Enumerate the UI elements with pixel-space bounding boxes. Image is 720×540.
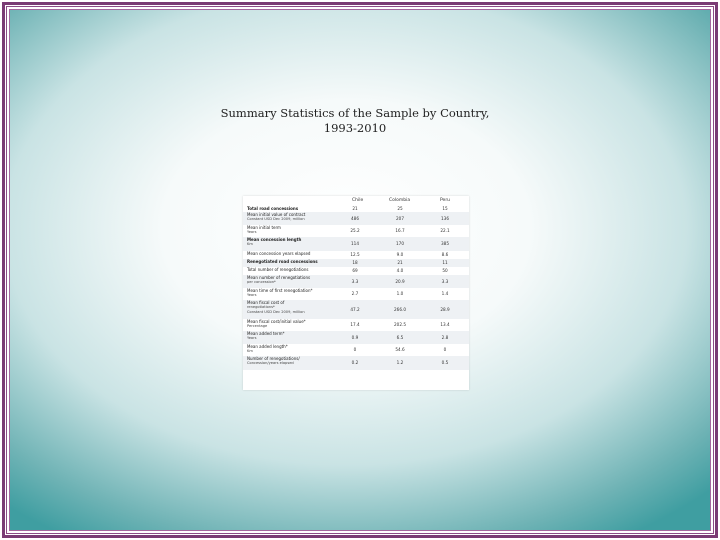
cell-value: 4.0 <box>396 268 404 273</box>
row-label: Mean concession years elapsed <box>247 251 311 256</box>
row-label: Mean added length* <box>247 344 288 349</box>
row-label: Mean fiscal cost of <box>247 300 285 305</box>
cell-value: 21 <box>352 206 358 211</box>
cell-value: 8.6 <box>441 252 449 257</box>
cell-value: 170 <box>396 241 404 246</box>
cell-value: 25 <box>397 206 403 211</box>
table-row <box>243 267 469 275</box>
cell-value: 15 <box>442 206 448 211</box>
cell-value: 0.2 <box>351 360 359 365</box>
cell-value: 22.1 <box>440 228 450 233</box>
table-row <box>243 251 469 259</box>
cell-value: 2.7 <box>351 291 359 296</box>
cell-value: 9.0 <box>396 252 404 257</box>
row-sublabel: Km <box>247 349 253 353</box>
column-header-peru: Peru <box>440 198 451 203</box>
cell-value: 21 <box>397 260 403 265</box>
cell-value: 3.3 <box>351 279 359 284</box>
row-label: Mean fiscal cost/initial value* <box>247 319 306 324</box>
cell-value: 17.4 <box>350 322 360 327</box>
table-row <box>243 275 469 288</box>
cell-value: 69 <box>352 268 358 273</box>
cell-value: 20.9 <box>395 279 405 284</box>
cell-value: 202.5 <box>394 322 406 327</box>
cell-value: 11 <box>442 260 448 265</box>
column-header-colombia: Colombia <box>389 198 411 203</box>
cell-value: 47.2 <box>350 307 360 312</box>
cell-value: 0.5 <box>441 360 449 365</box>
cell-value: 3.3 <box>441 279 449 284</box>
row-sublabel: Years <box>247 336 257 340</box>
row-label: Mean initial value of contract <box>247 212 306 217</box>
cell-value: 207 <box>396 216 404 221</box>
cell-value: 385 <box>441 241 449 246</box>
row-sublabel: Constant USD Dec 2009, million <box>247 217 305 221</box>
slide-title-line-2: 1993-2010 <box>323 121 387 135</box>
row-sublabel: per concession* <box>247 280 276 284</box>
table-row <box>243 237 469 251</box>
row-label: Mean initial term <box>247 225 281 230</box>
row-label: Mean concession length <box>247 237 302 242</box>
cell-value: 266.0 <box>394 307 406 312</box>
table-row <box>243 225 469 237</box>
cell-value: 114 <box>351 241 359 246</box>
slide-title-line-1: Summary Statistics of the Sample by Country, <box>220 106 490 120</box>
cell-value: 25.2 <box>350 228 360 233</box>
cell-value: 13.4 <box>440 322 450 327</box>
cell-value: 0.9 <box>351 335 359 340</box>
column-header-chile: Chile <box>352 198 364 203</box>
row-sublabel: Percentage <box>247 324 268 328</box>
table-row <box>243 288 469 300</box>
cell-value: 136 <box>441 216 449 221</box>
row-label: Total number of renegotiations <box>247 267 309 272</box>
row-label: Renegotiated road concessions <box>247 259 318 264</box>
cell-value: 0 <box>443 347 447 352</box>
row-sublabel: Km <box>247 242 253 246</box>
row-label: Mean time of first renegotiation* <box>247 288 313 293</box>
cell-value: 0 <box>353 347 357 352</box>
cell-value: 6.5 <box>396 335 404 340</box>
row-label: Mean number of renegotiations <box>247 275 311 280</box>
cell-value: 1.0 <box>396 291 404 296</box>
row-label: Mean added term* <box>247 331 285 336</box>
slide-title <box>200 106 510 136</box>
summary-statistics-table <box>243 196 469 390</box>
row-sublabel-2: Constant USD Dec 2009, million <box>247 310 305 314</box>
table-row <box>243 300 469 319</box>
cell-value: 1.4 <box>441 291 449 296</box>
cell-value: 1.2 <box>396 360 404 365</box>
table-row <box>243 356 469 370</box>
table-row <box>243 212 469 225</box>
cell-value: 50 <box>442 268 448 273</box>
cell-value: 28.9 <box>440 307 450 312</box>
row-sublabel: Years <box>247 230 257 234</box>
row-label: Number of renegotiations/ <box>247 356 300 361</box>
row-sublabel: Years <box>247 293 257 297</box>
cell-value: 2.8 <box>441 335 449 340</box>
table-row <box>243 344 469 356</box>
cell-value: 486 <box>351 216 359 221</box>
row-sublabel: renegotiations* <box>247 305 275 309</box>
table-row <box>243 331 469 344</box>
cell-value: 18 <box>352 260 358 265</box>
cell-value: 16.7 <box>395 228 405 233</box>
row-sublabel: Concession/years elapsed <box>247 361 294 365</box>
row-label: Total road concessions <box>247 206 299 211</box>
cell-value: 54.6 <box>395 347 405 352</box>
table-row <box>243 259 469 267</box>
cell-value: 12.5 <box>350 252 360 257</box>
table-row <box>243 319 469 331</box>
